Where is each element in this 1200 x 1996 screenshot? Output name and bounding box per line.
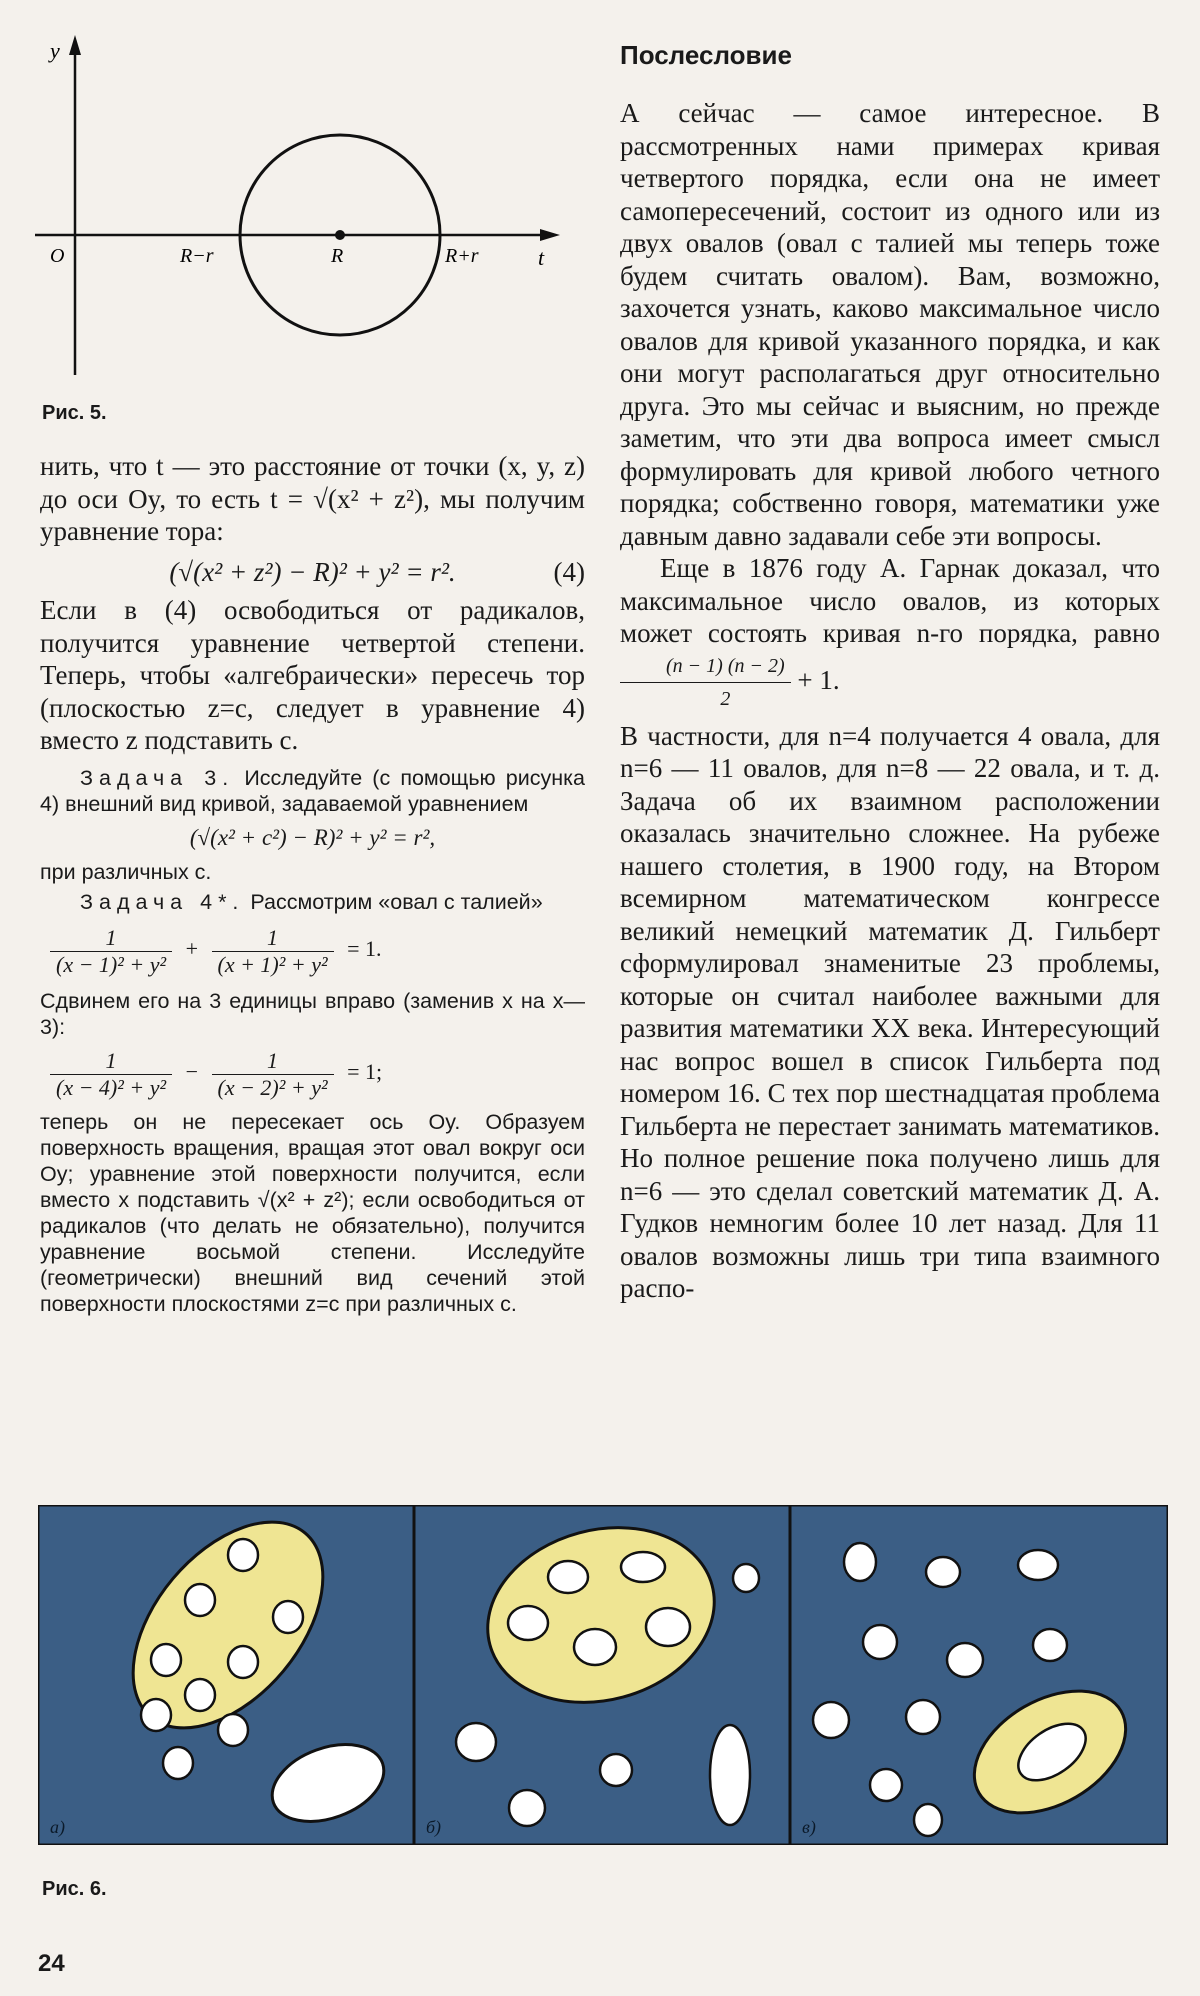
white-oval-b-1 [548,1561,588,1593]
equation-task-4 [50,925,585,978]
paragraph-rotation-surface: теперь он не пересекает ось Oy. Образуем поверхность вращения, вращая этот овал вокруг оси Oy; уравнение этой поверхности получится, если вместо x подставить √(x² + z²); если освободиться от радикалов (что делать не обязательно), получится уравнение восьмой степени. Исследуйте (геометрически) внешний вид сечений этой поверхности плоскостями z=c при различных c. [40,1109,585,1316]
white-oval-a-1 [228,1539,258,1571]
right-column [620,40,1160,1305]
white-oval-c-1 [844,1543,876,1581]
r-minus-label: R−r [180,245,214,267]
white-oval-b-3 [508,1606,548,1640]
white-oval-c-3 [1018,1550,1058,1580]
operator-minus: − [185,1059,198,1085]
panel-label-c: в) [802,1817,816,1837]
equation-4-body: (√(x² + z²) − R)² + y² = r². [169,556,456,587]
paragraph-harnack [620,552,1160,716]
figure-5-caption: Рис. 5. [42,402,107,424]
page-number: 24 [38,1950,65,1977]
white-oval-b-4 [646,1608,690,1646]
fraction-1 [50,925,172,978]
white-oval-a-6 [185,1679,215,1711]
paragraph-torus-intro: нить, что t — это расстояние от точки (x, y, z) до оси Oy, то есть t = √(x² + z²), мы получим уравнение тора: [40,451,585,546]
task-4-label: Задача 4*. [80,889,245,914]
paragraph-shift: Сдвинем его на 3 единицы вправо (заменив x на x—3): [40,988,585,1039]
white-oval-c-7 [813,1702,849,1738]
white-oval-a-2 [185,1584,215,1616]
fraction-3-den: (x − 4)² + y² [56,1074,167,1100]
panel-label-a: а) [50,1817,65,1837]
origin-label: O [50,245,65,267]
white-oval-a-3 [273,1601,303,1633]
task-3-text: Исследуйте (с помощью рисунка 4) внешний вид кривой, задаваемой уравнением [40,765,585,816]
fraction-2-den: (x + 1)² + y² [217,951,328,977]
r-label: R [331,245,344,267]
figure-6-caption: Рис. 6. [42,1878,107,1900]
fraction-4-num: 1 [212,1048,334,1075]
operator-plus: + [185,936,198,962]
r-plus-label: R+r [445,245,479,267]
panel-label-b: б) [426,1817,442,1837]
equation-shifted [50,1048,585,1101]
t-axis-arrow [540,229,560,241]
white-oval-a-7 [141,1699,171,1731]
harnack-fraction [620,650,791,716]
fraction-3-num: 1 [50,1048,172,1075]
white-oval-c-4 [863,1625,897,1659]
fraction-2-num: 1 [212,925,334,952]
circle-center-dot [335,230,345,240]
harnack-text: Еще в 1876 году А. Гарнак доказал, что максимальное число овалов, из которых может состоять кривая n-го порядка, равно [620,553,1160,648]
white-oval-b-tall [710,1725,750,1825]
fraction-3 [50,1048,172,1101]
white-oval-a-5 [228,1646,258,1678]
white-oval-c-5 [947,1643,983,1677]
task-3 [40,765,585,817]
equation-4 [40,556,585,589]
y-axis-arrow [69,35,81,55]
white-oval-b-5 [574,1629,616,1665]
fraction-2 [212,925,334,978]
harnack-tail: + 1. [797,664,840,695]
fraction-4 [212,1048,334,1101]
task-3-label: Задача 3. [80,765,235,790]
white-oval-c-9 [870,1769,902,1801]
equation-4-number: (4) [553,556,585,587]
task-4 [40,889,585,915]
white-oval-a-8 [218,1714,248,1746]
white-oval-b-8 [600,1754,632,1786]
task-4-text: Рассмотрим «овал с талией» [250,889,543,914]
white-oval-c-8 [906,1700,940,1734]
left-column [40,450,585,1317]
section-heading: Послесловие [620,40,792,70]
paragraph-hilbert: В частности, для n=4 получается 4 овала, для n=6 — 11 овалов, для n=8 — 22 овала, и т. д. Задача об их взаимном расположении оказалась значительно сложнее. На рубеже нашего столетия, в 1900 году, на Втором всемирном математическом конгрессе великий немецкий математик Д. Гильберт сформулировал знаменитые 23 проблемы, которые он считал наиболее важными для развития математики XX века. Интересующий нас вопрос вошел в список Гильберта под номером 16. С тех пор шестнадцатая проблема Гильберта не перестает занимать математиков. Но полное решение пока получено лишь для n=6 — это сделал советский математик Д. А. Гудков немногим более 10 лет назад. Для 11 овалов возможны лишь три типа взаимного распо- [620,720,1160,1303]
harnack-fraction-num: (n − 1) (n − 2) [620,650,791,684]
task-3-tail: при различных c. [40,859,212,884]
equation-shifted-rhs: = 1; [347,1059,383,1085]
white-oval-c-6 [1033,1629,1067,1661]
white-oval-a-9 [163,1747,193,1779]
y-axis-label: y [50,38,60,63]
equation-rhs: = 1. [347,936,382,962]
fraction-4-den: (x − 2)² + y² [217,1074,328,1100]
equation-task-3: (√(x² + c²) − R)² + y² = r², [189,824,436,850]
white-oval-b-7 [456,1723,496,1761]
white-oval-b-9 [509,1790,545,1826]
white-oval-b-2 [621,1552,665,1582]
t-axis-label: t [538,245,545,270]
harnack-fraction-den: 2 [720,688,731,710]
paragraph-radicals: Если в (4) освободиться от радикалов, получится уравнение четвертой степени. Теперь, чтобы «алгебраически» пересечь тор (плоскостью z=c, следует в уравнение 4) вместо z подставить c. [40,595,585,755]
figure-5-torus-section [30,30,570,390]
white-oval-c-2 [926,1557,960,1587]
white-oval-c-10 [914,1804,942,1836]
fraction-1-den: (x − 1)² + y² [56,951,167,977]
white-oval-a-4 [151,1644,181,1676]
fraction-1-num: 1 [50,925,172,952]
white-oval-b-6 [733,1564,759,1592]
paragraph-afterword: А сейчас — самое интересное. В рассмотренных нами примерах кривая четвертого порядка, если она не имеет самопересечений, состоит из одного или из двух овалов (овал с талией мы теперь тоже будем считать овалом). Вам, возможно, захочется узнать, каково максимальное число овалов для кривой указанного порядка, и как они могут располагаться друг относительно друга. Это мы сейчас и выясним, но прежде заметим, что эти два вопроса имеет смысл формулировать для кривой любого четного порядка; собственно говоря, математики уже давным давно задавали себе эти вопросы. [620,98,1160,551]
figure-6-oval-arrangements [38,1505,1168,1845]
